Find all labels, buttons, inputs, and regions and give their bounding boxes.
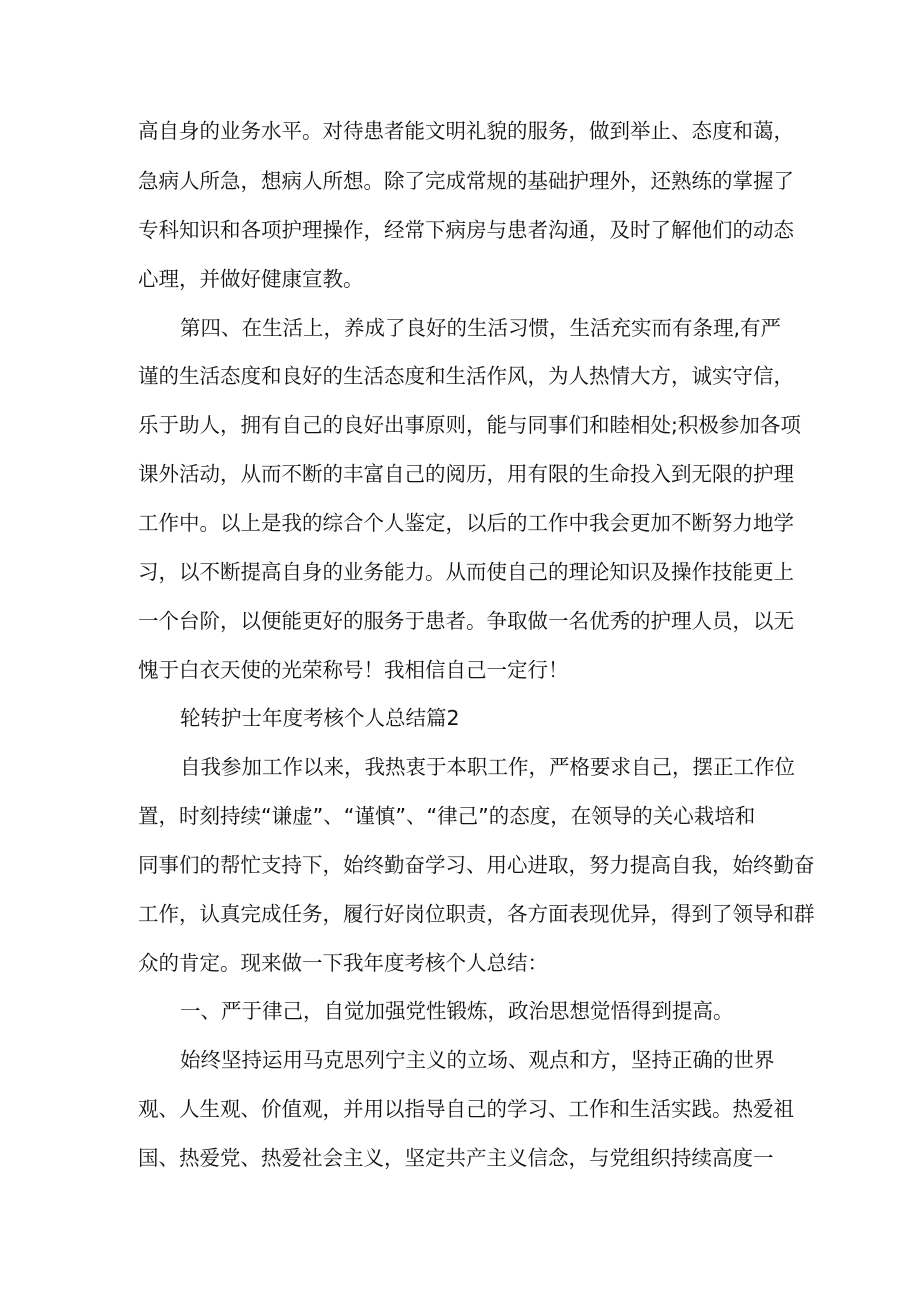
text-line: 高自身的业务水平。对待患者能文明礼貌的服务，做到举止、态度和蔼，	[138, 119, 794, 143]
text-line: 乐于助人，拥有自己的良好出事原则，能与同事们和睦相处;积极参加各项	[138, 413, 801, 437]
text-line: 国、热爱党、热爱社会主义，坚定共产主义信念，与党组织持续高度一	[138, 1146, 774, 1170]
text-line: 工作中。以上是我的综合个人鉴定，以后的工作中我会更加不断努力地学	[138, 511, 794, 535]
text-line: 置，时刻持续“谦虚”、“谨慎”、“律己”的态度，在领导的关心栽培和	[138, 804, 756, 828]
section-title: 轮转护士年度考核个人总结篇2	[180, 706, 460, 730]
text-line: 同事们的帮忙支持下，始终勤奋学习、用心进取，努力提高自我，始终勤奋	[138, 853, 815, 877]
text-line: 第四、在生活上，养成了良好的生活习惯，生活充实而有条理,有严	[180, 316, 782, 340]
text-line: 愧于白衣天使的光荣称号！我相信自己一定行！	[138, 658, 569, 682]
text-line: 习，以不断提高自身的业务能力。从而使自己的理论知识及操作技能更上	[138, 560, 794, 584]
text-line: 一、严于律己，自觉加强党性锻炼，政治思想觉悟得到提高。	[180, 999, 734, 1023]
text-line: 谨的生活态度和良好的生活态度和生活作风，为人热情大方，诚实守信，	[138, 364, 794, 388]
text-line: 自我参加工作以来，我热衷于本职工作，严格要求自己，摆正工作位	[180, 755, 795, 779]
text-line: 专科知识和各项护理操作，经常下病房与患者沟通，及时了解他们的动态	[138, 218, 794, 242]
text-line: 课外活动，从而不断的丰富自己的阅历，用有限的生命投入到无限的护理	[138, 462, 794, 486]
text-line: 心理，并做好健康宣教。	[138, 267, 364, 291]
text-line: 急病人所急，想病人所想。除了完成常规的基础护理外，还熟练的掌握了	[138, 169, 794, 193]
text-line: 工作，认真完成任务，履行好岗位职责，各方面表现优异，得到了领导和群	[138, 902, 815, 926]
text-line: 一个台阶，以便能更好的服务于患者。争取做一名优秀的护理人员，以无	[138, 609, 794, 633]
text-line: 始终坚持运用马克思列宁主义的立场、观点和方，坚持正确的世界	[180, 1048, 775, 1072]
text-line: 观、人生观、价值观，并用以指导自己的学习、工作和生活实践。热爱祖	[138, 1097, 794, 1121]
text-line: 众的肯定。现来做一下我年度考核个人总结：	[138, 951, 548, 975]
